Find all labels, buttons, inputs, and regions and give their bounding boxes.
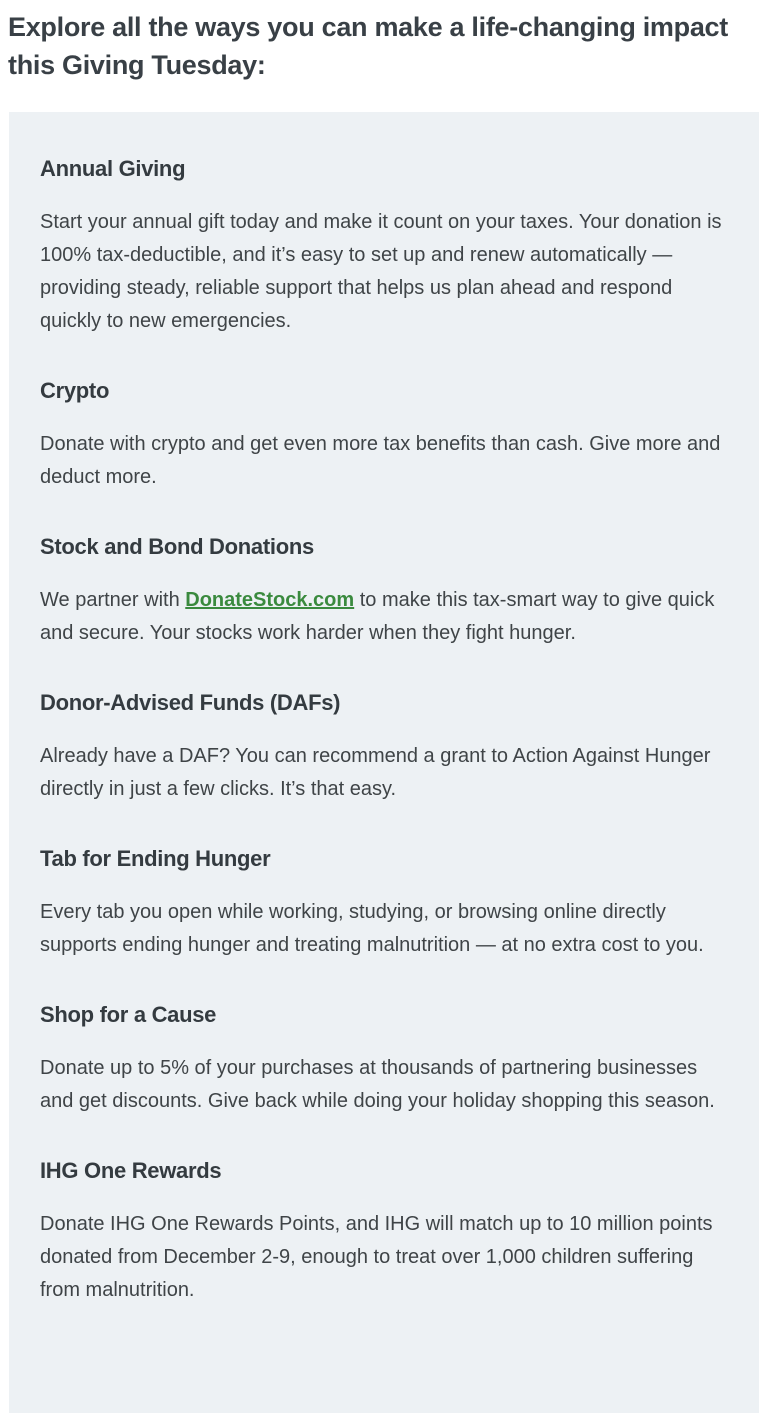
section-body-shop-for-a-cause: Donate up to 5% of your purchases at thousands of partnering businesses and get discounts. Give back while doing your holiday shopping this season. [40, 1057, 715, 1112]
section-stock-bond [40, 534, 728, 650]
section-crypto [40, 378, 728, 494]
giving-options-panel [9, 112, 759, 1413]
section-body-daf: Already have a DAF? You can recommend a grant to Action Against Hunger directly in just a few clicks. It’s that easy. [40, 745, 711, 800]
section-heading-shop-for-a-cause: Shop for a Cause [40, 1002, 217, 1027]
section-heading-daf: Donor-Advised Funds (DAFs) [40, 690, 341, 715]
section-tab-for-ending-hunger [40, 846, 728, 962]
section-heading-stock-bond: Stock and Bond Donations [40, 534, 314, 559]
section-body-annual-giving: Start your annual gift today and make it count on your taxes. Your donation is 100% tax-deductible, and it’s easy to set up and renew automatically — providing steady, reliable support that helps us plan ahead and respond quickly to new emergencies. [40, 211, 722, 332]
section-ihg-one-rewards [40, 1158, 728, 1307]
section-body-stock-bond [40, 584, 728, 650]
section-daf [40, 690, 728, 806]
page-title: Explore all the ways you can make a life-changing impact this Giving Tuesday: [8, 12, 728, 80]
section-shop-for-a-cause [40, 1002, 728, 1118]
section-heading-tab-for-ending-hunger: Tab for Ending Hunger [40, 846, 271, 871]
section-heading-annual-giving: Annual Giving [40, 156, 186, 181]
body-text-after-link: to make this tax-smart way to give quick and secure. Your stocks work harder when they fight hunger. [40, 589, 715, 644]
donatestock-link[interactable]: DonateStock.com [185, 589, 355, 611]
section-body-crypto: Donate with crypto and get even more tax benefits than cash. Give more and deduct more. [40, 433, 721, 488]
section-annual-giving [40, 156, 728, 338]
section-heading-ihg-one-rewards: IHG One Rewards [40, 1158, 222, 1183]
section-heading-crypto: Crypto [40, 378, 110, 403]
section-body-ihg-one-rewards: Donate IHG One Rewards Points, and IHG will match up to 10 million points donated from December 2-9, enough to treat over 1,000 children suffering from malnutrition. [40, 1213, 713, 1301]
body-text-before-link: We partner with [40, 589, 186, 611]
section-body-tab-for-ending-hunger: Every tab you open while working, studying, or browsing online directly supports ending hunger and treating malnutrition — at no extra cost to you. [40, 901, 704, 956]
